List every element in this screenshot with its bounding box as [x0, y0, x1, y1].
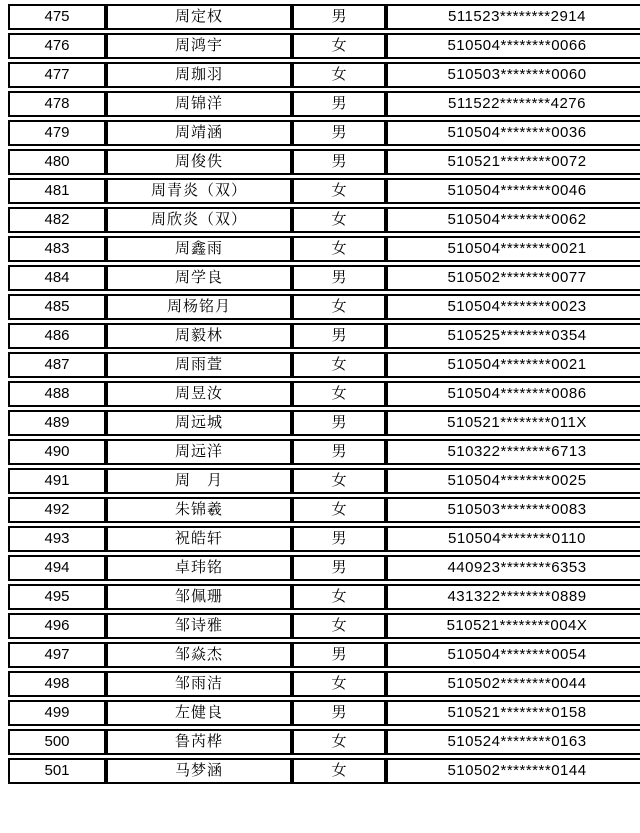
student-name-cell: 左健良: [106, 700, 292, 726]
id-number-cell: 510521********004X: [386, 613, 640, 639]
table-row: [8, 729, 640, 755]
id-number-cell: 510322********6713: [386, 439, 640, 465]
serial-number-cell: 475: [8, 4, 106, 30]
table-row: [8, 671, 640, 697]
table-row: [8, 294, 640, 320]
serial-number-cell: 495: [8, 584, 106, 610]
student-name-cell: 邹焱杰: [106, 642, 292, 668]
id-number-cell: 510504********0086: [386, 381, 640, 407]
gender-cell: 女: [292, 236, 386, 262]
id-number-cell: 510504********0054: [386, 642, 640, 668]
student-name-cell: 周靖涵: [106, 120, 292, 146]
gender-cell: 女: [292, 497, 386, 523]
id-number-cell: 510502********0077: [386, 265, 640, 291]
id-number-cell: 510504********0021: [386, 352, 640, 378]
serial-number-cell: 492: [8, 497, 106, 523]
student-name-cell: 周远洋: [106, 439, 292, 465]
table-row: [8, 497, 640, 523]
gender-cell: 男: [292, 439, 386, 465]
student-name-cell: 鲁芮桦: [106, 729, 292, 755]
gender-cell: 女: [292, 468, 386, 494]
serial-number-cell: 486: [8, 323, 106, 349]
id-number-cell: 510504********0021: [386, 236, 640, 262]
gender-cell: 男: [292, 91, 386, 117]
table-row: [8, 207, 640, 233]
serial-number-cell: 484: [8, 265, 106, 291]
table-row: [8, 439, 640, 465]
student-id-roster-table: [8, 1, 640, 787]
gender-cell: 女: [292, 613, 386, 639]
id-number-cell: 510504********0066: [386, 33, 640, 59]
serial-number-cell: 488: [8, 381, 106, 407]
serial-number-cell: 479: [8, 120, 106, 146]
id-number-cell: 510504********0110: [386, 526, 640, 552]
student-name-cell: 朱锦羲: [106, 497, 292, 523]
id-number-cell: 510502********0144: [386, 758, 640, 784]
id-number-cell: 510503********0060: [386, 62, 640, 88]
gender-cell: 女: [292, 352, 386, 378]
student-name-cell: 卓玮铭: [106, 555, 292, 581]
id-number-cell: 510504********0023: [386, 294, 640, 320]
serial-number-cell: 490: [8, 439, 106, 465]
table-row: [8, 468, 640, 494]
id-number-cell: 511522********4276: [386, 91, 640, 117]
table-row: [8, 236, 640, 262]
id-number-cell: 510521********0158: [386, 700, 640, 726]
student-name-cell: 周 月: [106, 468, 292, 494]
gender-cell: 女: [292, 758, 386, 784]
student-name-cell: 周青炎（双）: [106, 178, 292, 204]
id-number-cell: 510504********0025: [386, 468, 640, 494]
serial-number-cell: 489: [8, 410, 106, 436]
serial-number-cell: 477: [8, 62, 106, 88]
id-number-cell: 510504********0046: [386, 178, 640, 204]
student-name-cell: 邹雨洁: [106, 671, 292, 697]
id-number-cell: 510525********0354: [386, 323, 640, 349]
id-number-cell: 510521********0072: [386, 149, 640, 175]
table-row: [8, 91, 640, 117]
serial-number-cell: 501: [8, 758, 106, 784]
table-row: [8, 584, 640, 610]
student-name-cell: 周杨铭月: [106, 294, 292, 320]
serial-number-cell: 481: [8, 178, 106, 204]
serial-number-cell: 476: [8, 33, 106, 59]
table-row: [8, 410, 640, 436]
student-name-cell: 周鑫雨: [106, 236, 292, 262]
table-row: [8, 62, 640, 88]
student-name-cell: 周昱汝: [106, 381, 292, 407]
student-name-cell: 周雨萱: [106, 352, 292, 378]
gender-cell: 男: [292, 323, 386, 349]
table-row: [8, 613, 640, 639]
student-name-cell: 周俊佚: [106, 149, 292, 175]
table-row: [8, 758, 640, 784]
serial-number-cell: 499: [8, 700, 106, 726]
serial-number-cell: 480: [8, 149, 106, 175]
gender-cell: 男: [292, 410, 386, 436]
gender-cell: 男: [292, 642, 386, 668]
serial-number-cell: 500: [8, 729, 106, 755]
serial-number-cell: 491: [8, 468, 106, 494]
table-row: [8, 381, 640, 407]
id-number-cell: 510502********0044: [386, 671, 640, 697]
serial-number-cell: 482: [8, 207, 106, 233]
id-number-cell: 431322********0889: [386, 584, 640, 610]
serial-number-cell: 493: [8, 526, 106, 552]
student-name-cell: 周锦洋: [106, 91, 292, 117]
serial-number-cell: 496: [8, 613, 106, 639]
roster-body: [8, 4, 640, 784]
id-number-cell: 510504********0036: [386, 120, 640, 146]
table-row: [8, 178, 640, 204]
table-row: [8, 700, 640, 726]
table-row: [8, 526, 640, 552]
serial-number-cell: 497: [8, 642, 106, 668]
serial-number-cell: 485: [8, 294, 106, 320]
gender-cell: 女: [292, 381, 386, 407]
table-row: [8, 642, 640, 668]
gender-cell: 女: [292, 33, 386, 59]
id-number-cell: 440923********6353: [386, 555, 640, 581]
serial-number-cell: 478: [8, 91, 106, 117]
gender-cell: 男: [292, 700, 386, 726]
student-name-cell: 祝皓轩: [106, 526, 292, 552]
student-name-cell: 周定权: [106, 4, 292, 30]
student-name-cell: 周鸿宇: [106, 33, 292, 59]
gender-cell: 男: [292, 526, 386, 552]
student-name-cell: 周毅林: [106, 323, 292, 349]
table-row: [8, 120, 640, 146]
table-row: [8, 555, 640, 581]
gender-cell: 女: [292, 62, 386, 88]
gender-cell: 男: [292, 120, 386, 146]
student-name-cell: 周欣炎（双）: [106, 207, 292, 233]
gender-cell: 女: [292, 671, 386, 697]
id-number-cell: 510504********0062: [386, 207, 640, 233]
gender-cell: 女: [292, 584, 386, 610]
gender-cell: 女: [292, 729, 386, 755]
student-name-cell: 周远城: [106, 410, 292, 436]
gender-cell: 男: [292, 149, 386, 175]
table-row: [8, 4, 640, 30]
gender-cell: 女: [292, 178, 386, 204]
gender-cell: 女: [292, 294, 386, 320]
id-number-cell: 510521********011X: [386, 410, 640, 436]
gender-cell: 男: [292, 4, 386, 30]
gender-cell: 女: [292, 207, 386, 233]
student-name-cell: 邹佩珊: [106, 584, 292, 610]
id-number-cell: 510524********0163: [386, 729, 640, 755]
student-name-cell: 马梦涵: [106, 758, 292, 784]
table-row: [8, 149, 640, 175]
gender-cell: 男: [292, 555, 386, 581]
serial-number-cell: 494: [8, 555, 106, 581]
id-number-cell: 511523********2914: [386, 4, 640, 30]
student-name-cell: 周学良: [106, 265, 292, 291]
table-row: [8, 33, 640, 59]
gender-cell: 男: [292, 265, 386, 291]
table-row: [8, 323, 640, 349]
serial-number-cell: 487: [8, 352, 106, 378]
table-row: [8, 265, 640, 291]
student-name-cell: 邹诗雅: [106, 613, 292, 639]
id-number-cell: 510503********0083: [386, 497, 640, 523]
serial-number-cell: 483: [8, 236, 106, 262]
student-name-cell: 周珈羽: [106, 62, 292, 88]
serial-number-cell: 498: [8, 671, 106, 697]
table-row: [8, 352, 640, 378]
